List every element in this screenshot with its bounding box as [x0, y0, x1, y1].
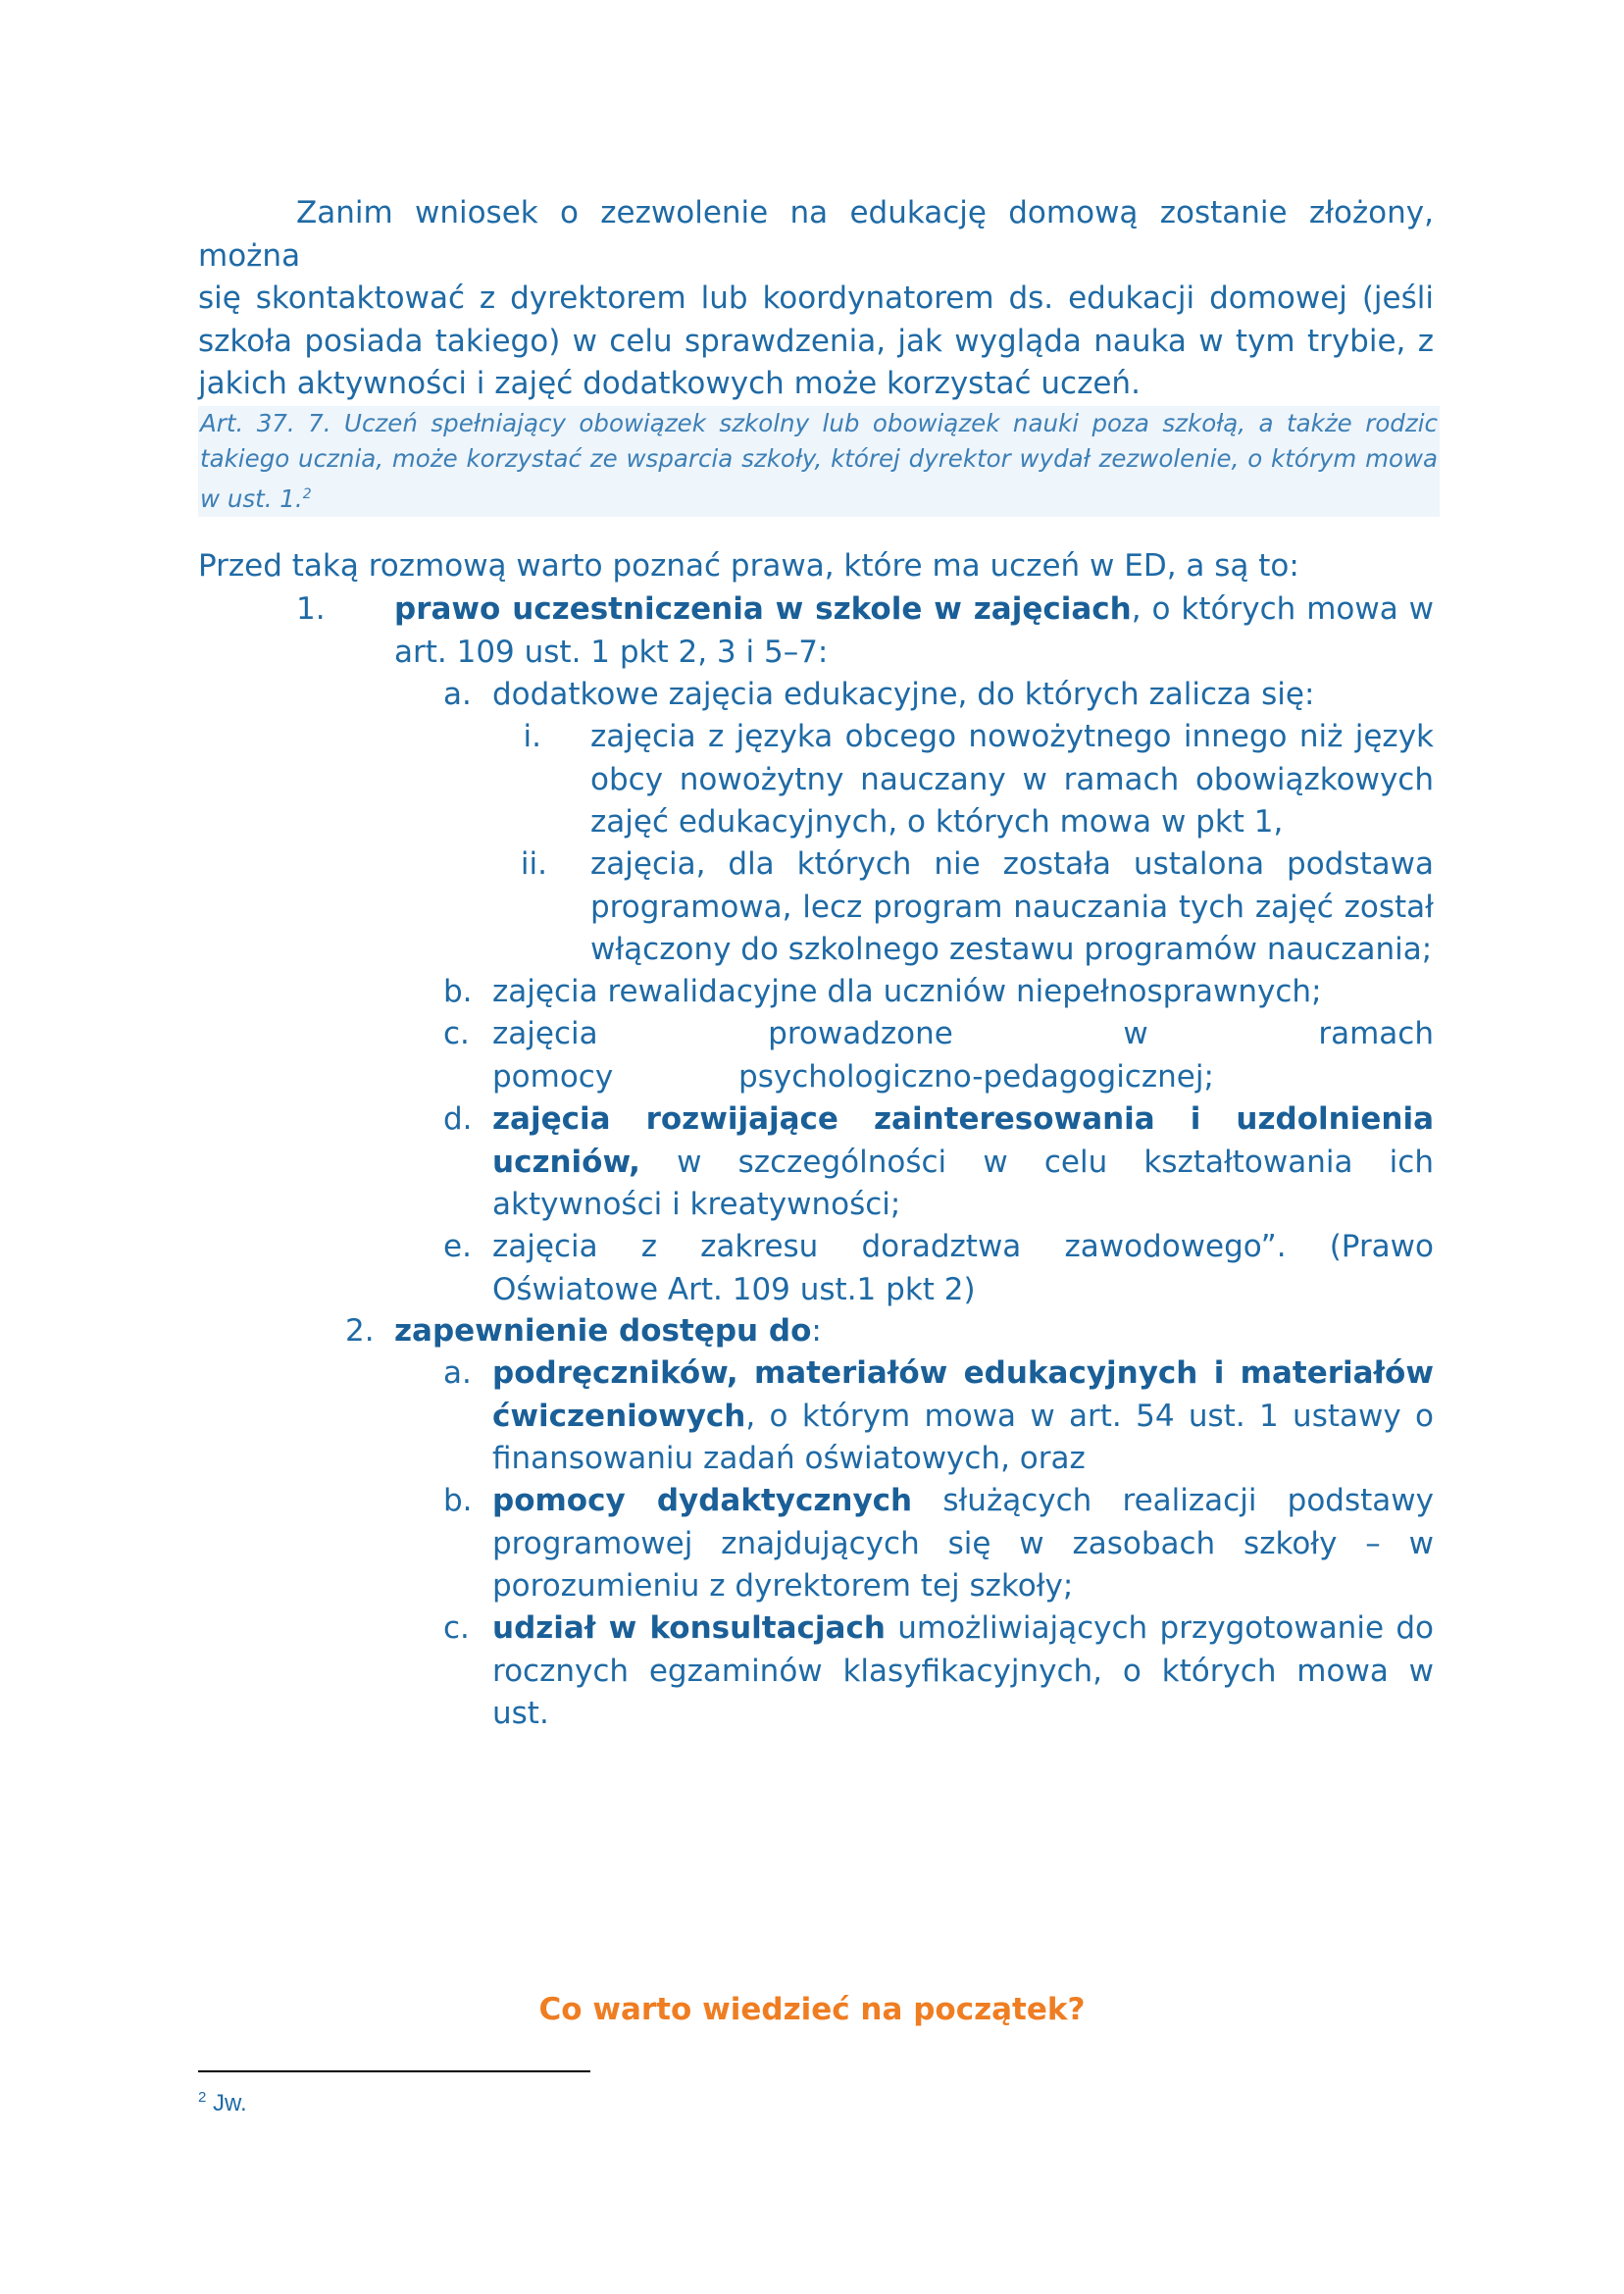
list-roman: i.: [523, 719, 541, 754]
list-number: 1.: [296, 591, 326, 627]
list-letter: a.: [443, 1355, 472, 1391]
list-letter: c.: [443, 1610, 470, 1646]
footnote-number: 2: [198, 2089, 207, 2106]
list-item-rest: umożliwiających przygotowanie do rocznych egzaminów klasyfikacyjnych, o których mowa w ust.: [492, 1610, 1434, 1731]
list-item-text: [492, 1098, 1434, 1227]
list-item-text: zajęcia z zakresu doradztwa zawodowego”. (Prawo Oświatowe Art. 109 ust.1 pkt 2): [492, 1229, 1434, 1307]
list-item-rest: , o którym mowa w art. 54 ust. 1 ustawy o finansowaniu zadań oświatowych, oraz: [492, 1398, 1434, 1476]
list-item-bold: pomocy dydaktycznych: [492, 1483, 913, 1518]
footnote-reference[interactable]: 2: [302, 486, 312, 502]
list-item-text: [492, 1480, 1434, 1608]
list-letter: b.: [443, 974, 473, 1009]
rights-lead: Przed taką rozmową warto poznać prawa, które ma uczeń w ED, a są to:: [198, 548, 1299, 584]
list-item-rest: w szczególności w celu kształtowania ich aktywności i kreatywności;: [492, 1144, 1434, 1222]
intro-first-line: Zanim wniosek o zezwolenie na edukację domową zostanie złożony, można: [198, 195, 1434, 274]
list-item-text: [394, 588, 1434, 674]
list-item-text: [492, 1607, 1434, 1736]
list-item-bold: podręczników, materiałów edukacyjnych i materiałów ćwiczeniowych: [492, 1355, 1434, 1434]
list-letter: d.: [443, 1101, 473, 1137]
list-item-text: zajęcia z języka obcego nowożytnego innego niż język obcy nowożytny nauczany w ramach obowiązkowych zajęć edukacyjnych, o których mowa w pkt 1,: [590, 719, 1434, 840]
list-item-bold: prawo uczestniczenia w szkole w zajęciach: [394, 591, 1132, 627]
list-item-bold: udział w konsultacjach: [492, 1610, 886, 1646]
list-item-text: zajęcia rewalidacyjne dla uczniów niepełnosprawnych;: [492, 974, 1322, 1009]
list-item-bold: zajęcia rozwijające zainteresowania i uzdolnienia uczniów,: [492, 1101, 1434, 1180]
list-item-text: [492, 1352, 1434, 1481]
list-item-text: dodatkowe zajęcia edukacyjne, do których zalicza się:: [492, 677, 1315, 712]
list-item-rest: :: [811, 1313, 822, 1349]
footnote-text: Jw.: [213, 2090, 247, 2116]
list-item-rest: , o których mowa w art. 109 ust. 1 pkt 2, 3 i 5–7:: [394, 591, 1434, 670]
list-item-text: zajęcia prowadzone w ramach pomocy psychologiczno-pedagogicznej;: [492, 1016, 1434, 1095]
law-quote: [198, 406, 1440, 517]
list-letter: a.: [443, 677, 472, 712]
footnote-separator: [198, 2070, 590, 2072]
list-item-text: [394, 1310, 1434, 1353]
list-letter: e.: [443, 1229, 472, 1264]
list-letter: c.: [443, 1016, 470, 1051]
section-heading: Co warto wiedzieć na początek?: [538, 1992, 1086, 2027]
intro-paragraph: [198, 192, 1434, 406]
list-letter: b.: [443, 1483, 473, 1518]
list-number: 2.: [345, 1313, 375, 1349]
list-roman: ii.: [520, 846, 547, 882]
footnote: [198, 2089, 247, 2117]
list-item-rest: służących realizacji podstawy programowej znajdujących się w zasobach szkoły – w porozumieniu z dyrektorem tej szkoły;: [492, 1483, 1434, 1604]
law-quote-text: Art. 37. 7. Uczeń spełniający obowiązek szkolny lub obowiązek nauki poza szkołą, a także rodzic takiego ucznia, może korzystać ze wsparcia szkoły, której dyrektor wydał zezwolenie, o którym mowa w ust. 1.: [200, 409, 1438, 514]
list-item-bold: zapewnienie dostępu do: [394, 1313, 812, 1349]
list-item-text: zajęcia, dla których nie została ustalona podstawa programowa, lecz program nauczania tych zajęć został włączony do szkolnego zestawu programów nauczania;: [590, 846, 1434, 967]
intro-rest: się skontaktować z dyrektorem lub koordynatorem ds. edukacji domowej (jeśli szkoła posiada takiego) w celu sprawdzenia, jak wygląda nauka w tym trybie, z jakich aktywności i zajęć dodatkowych może korzystać uczeń.: [198, 280, 1434, 401]
